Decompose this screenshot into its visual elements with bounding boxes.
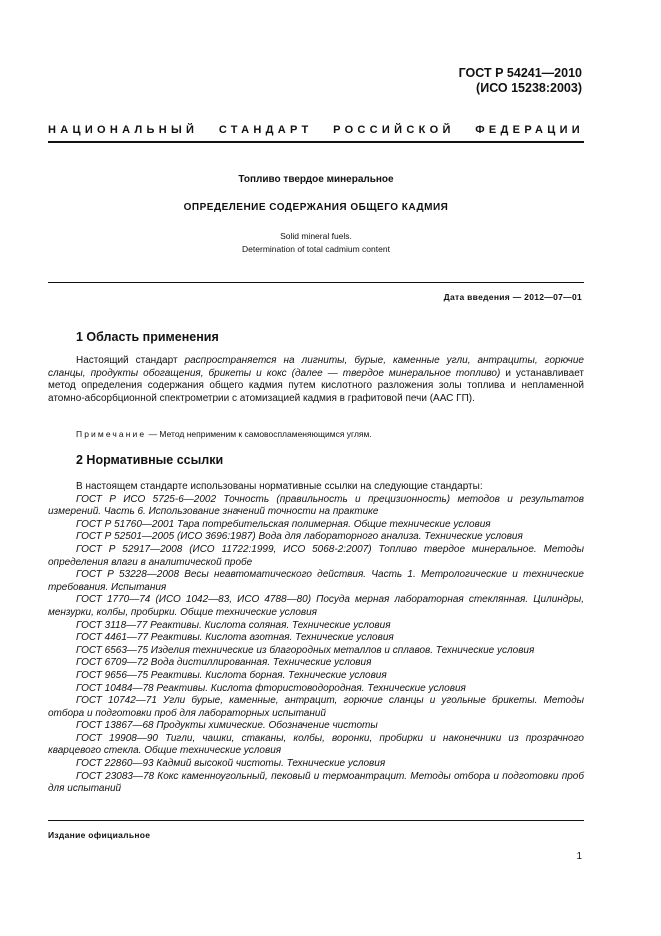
- reference-text: ГОСТ 4461—77 Реактивы. Кислота азотная. Технические условия: [76, 632, 394, 644]
- title-line-1: Топливо твердое минеральное: [238, 174, 394, 185]
- footer-divider: [48, 820, 584, 821]
- section-2-heading: 2 Нормативные ссылки: [76, 453, 224, 467]
- reference-text: ГОСТ Р 53228—2008 Весы неавтоматического действия. Часть 1. Метрологические и технические требования. Испытания: [48, 569, 584, 593]
- paragraph-text: и устанавливает метод определения содержания общего кадмия путем кислотного разложения золы топлива и непламенной атомно-абсорбционной спектрометрии с атомизацией кадмия в графитовой печи (ААС ГП).: [48, 367, 585, 404]
- introduction-date: Дата введения — 2012—07—01: [443, 292, 582, 302]
- reference-item: [48, 758, 584, 771]
- date-divider: [48, 282, 584, 283]
- reference-text: ГОСТ Р 52501—2005 (ИСО 3696:1987) Вода для лабораторного анализа. Технические условия: [76, 531, 523, 543]
- standard-number: ГОСТ Р 54241—2010: [458, 66, 582, 80]
- banner-word: ФЕДЕРАЦИИ: [475, 124, 584, 136]
- reference-text: ГОСТ 23083—78 Кокс каменноугольный, пековый и термоантрацит. Методы отбора и подготовки проб для испытаний: [48, 770, 584, 795]
- reference-text: ГОСТ Р 52917—2008 (ИСО 11722:1999, ИСО 5068-2:2007) Топливо твердое минеральное. Методы определения влаги в аналитической пробе: [48, 543, 584, 568]
- reference-item: [48, 670, 584, 683]
- reference-item: [48, 519, 584, 532]
- reference-item: [48, 594, 584, 619]
- banner-word: СТАНДАРТ: [218, 124, 313, 136]
- banner-word: РОССИЙСКОЙ: [333, 124, 455, 136]
- reference-text: ГОСТ 19908—90 Тигли, чашки, стаканы, колбы, воронки, пробирки и наконечники из прозрачного кварцевого стекла. Общие технические условия: [48, 732, 584, 757]
- section-1-paragraph: [48, 355, 584, 405]
- national-standard-banner: [48, 124, 584, 136]
- reference-text: ГОСТ 22860—93 Кадмий высокой чистоты. Технические условия: [76, 758, 386, 770]
- english-title-line-1: Solid mineral fuels.: [280, 231, 352, 241]
- banner-word: НАЦИОНАЛЬНЫЙ: [48, 124, 199, 136]
- english-title: [48, 230, 584, 256]
- reference-text: ГОСТ Р 51760—2001 Тара потребительская полимерная. Общие технические условия: [76, 518, 491, 530]
- reference-text: ГОСТ 6709—72 Вода дистиллированная. Технические условия: [76, 657, 372, 669]
- section-1-note: [76, 429, 372, 439]
- reference-item: [48, 645, 584, 658]
- reference-item: [48, 695, 584, 720]
- reference-item: [48, 494, 584, 519]
- edition-label: Издание официальное: [48, 830, 151, 840]
- standard-number-block: [459, 66, 582, 96]
- reference-item: [48, 771, 584, 796]
- reference-text: ГОСТ 3118—77 Реактивы. Кислота соляная. Технические условия: [76, 619, 391, 631]
- english-title-line-2: Determination of total cadmium content: [242, 244, 390, 254]
- reference-item: [48, 657, 584, 670]
- reference-item: [48, 544, 584, 569]
- reference-text: ГОСТ 9656—75 Реактивы. Кислота борная. Технические условия: [76, 669, 387, 681]
- section-1-heading: 1 Область применения: [76, 330, 219, 344]
- reference-text: ГОСТ 13867—68 Продукты химические. Обозначение чистоты: [76, 720, 378, 732]
- reference-text: ГОСТ 1770—74 (ИСО 1042—83, ИСО 4788—80) Посуда мерная лабораторная стеклянная. Цилиндры, мензурки, колбы, пробирки. Общие технические условия: [48, 594, 584, 618]
- reference-item: [48, 733, 584, 758]
- reference-text: ГОСТ Р ИСО 5725-6—2002 Точность (правильность и прецизионность) методов и результатов измерений. Часть 6. Использование значений точности на практике: [48, 493, 584, 518]
- reference-text: ГОСТ 6563—75 Изделия технические из благородных металлов и сплавов. Технические условия: [76, 644, 535, 656]
- section-2-intro: В настоящем стандарте использованы нормативные ссылки на следующие стандарты:: [76, 481, 483, 492]
- section-2-body: [48, 481, 584, 796]
- header-divider: [48, 141, 584, 143]
- reference-item: [48, 531, 584, 544]
- reference-text: ГОСТ 10484—78 Реактивы. Кислота фтористоводородная. Технические условия: [76, 682, 466, 694]
- reference-item: [48, 683, 584, 696]
- paragraph-italic-text: распространяется на лигниты, бурые, каменные угли, антрациты, горючие сланцы, продукты обогащения, брикеты и кокс (далее — твердое минеральное топливо): [48, 355, 584, 379]
- document-title: ОПРЕДЕЛЕНИЕ СОДЕРЖАНИЯ ОБЩЕГО КАДМИЯ: [183, 202, 449, 213]
- note-label: Примечание: [76, 429, 147, 439]
- reference-item: [48, 632, 584, 645]
- reference-item: [48, 569, 584, 594]
- paragraph-text: Настоящий стандарт: [76, 355, 185, 366]
- section-1-body: [48, 355, 584, 405]
- reference-item: [48, 720, 584, 733]
- iso-number: (ИСО 15238:2003): [476, 81, 582, 95]
- reference-item: [48, 620, 584, 633]
- page-number: 1: [576, 851, 582, 862]
- reference-text: ГОСТ 10742—71 Угли бурые, каменные, антрацит, горючие сланцы и угольные брикеты. Методы отбора и подготовки проб для лабораторных испытаний: [48, 695, 584, 719]
- note-text: — Метод неприменим к самовоспламеняющимся углям.: [146, 429, 372, 439]
